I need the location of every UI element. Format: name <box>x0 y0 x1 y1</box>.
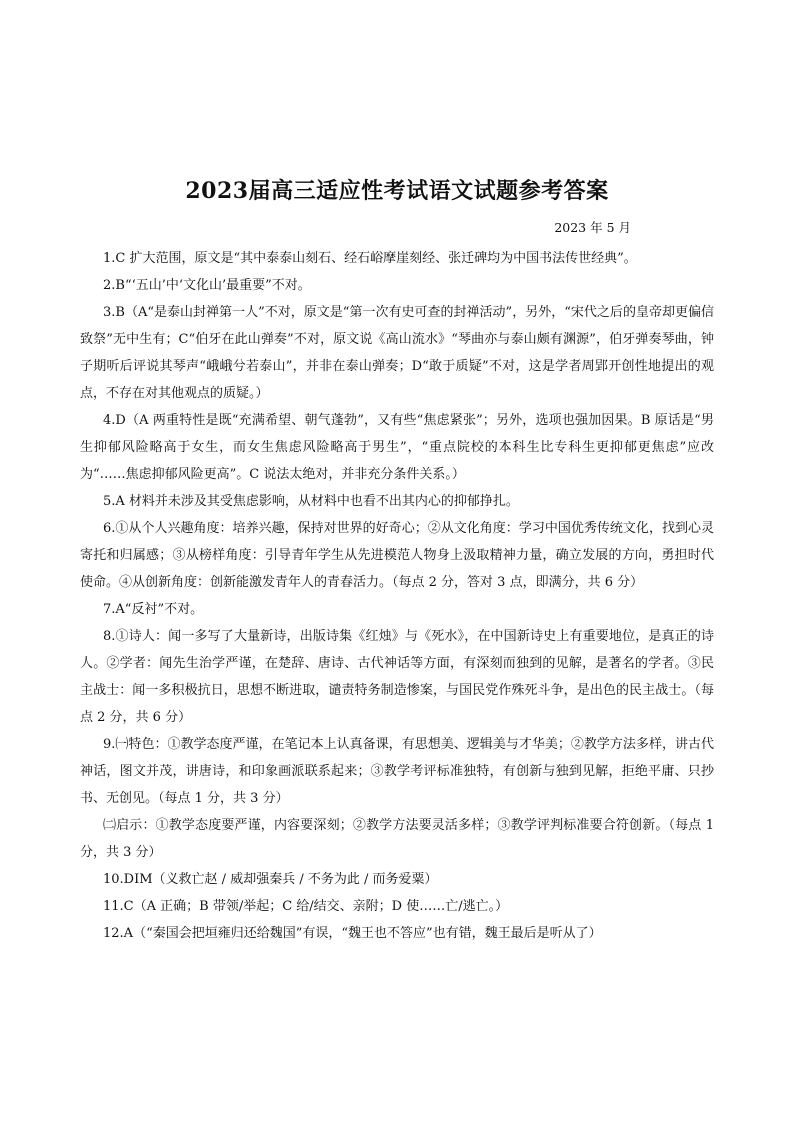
answer-12: 12.A（“秦国会把垣雍归还给魏国”有误，“魏王也不答应”也有错，魏王最后是听从了） <box>103 926 602 941</box>
answer-4: 4.D（A 两重特性是既“充满希望、朝气蓬勃”，又有些“焦虑紧张”；另外，选项也强加因果。B 原话是“男生抑郁风险略高于女生，而女生焦虑风险略高于男生”，“重点院校的本科生比专科生更抑郁更焦虑”应改为“……焦虑抑郁风险更高”。C 说法太绝对，并非充分条件关系。） <box>80 413 714 482</box>
answer-11: 11.C（A 正确；B 带领/举起；C 给/结交、亲附；D 使……亡/逃亡。） <box>103 899 509 914</box>
answer-7: 7.A“反衬”不对。 <box>103 602 204 617</box>
answer-6: 6.①从个人兴趣角度：培养兴趣，保持对世界的好奇心；②从文化角度：学习中国优秀传统文化，找到心灵寄托和归属感；③从榜样角度：引导青年学生从先进模范人物身上汲取精神力量，确立发展的方向，勇担时代使命。④从创新角度：创新能激发青年人的青春活力。（每点 2 分，答对 3 点，即满分，共 6 分） <box>80 521 714 590</box>
answer-2: 2.B“‘五山’中‘文化山’最重要”不对。 <box>103 278 311 293</box>
answer-8: 8.①诗人：闻一多写了大量新诗，出版诗集《红烛》与《死水》，在中国新诗史上有重要地位，是真正的诗人。②学者：闻先生治学严谨，在楚辞、唐诗、古代神话等方面，有深刻而独到的见解，是著名的学者。③民主战士：闻一多积极抗日，思想不断进取，谴责特务制造惨案，与国民党作殊死斗争，是出色的民主战士。（每点 2 分，共 6 分） <box>80 629 714 725</box>
answer-5: 5.A 材料并未涉及其受焦虑影响，从材料中也看不出其内心的抑郁挣扎。 <box>103 494 519 509</box>
answer-9-part2: ㈡启示：①教学态度要严谨，内容要深刻；②教学方法要灵活多样；③教学评判标准要合符创新。（每点 1 分，共 3 分） <box>80 818 714 860</box>
document-date: 2023 年 5 月 <box>554 220 631 235</box>
answer-list <box>80 245 714 947</box>
document-title: 2023届高三适应性考试语文试题参考答案 <box>185 178 609 204</box>
answer-3: 3.B（A“是泰山封禅第一人”不对，原文是“第一次有史可查的封禅活动”，另外，“宋代之后的皇帝却更偏信致祭”无中生有；C“伯牙在此山弹奏”不对，原文说《高山流水》“琴曲亦与泰山颇有渊源”，伯牙弹奏琴曲，钟子期听后评说其琴声“峨峨兮若泰山”，并非在泰山弹奏；D“敢于质疑”不对，这是学者周郢开创性地提出的观点，不存在对其他观点的质疑。） <box>80 305 714 401</box>
answer-10: 10.DIM（义救亡赵 / 威却强秦兵 / 不务为此 / 而务爱粟） <box>103 872 438 887</box>
answer-1: 1.C 扩大范围，原文是“其中泰泰山刻石、经石峪摩崖刻经、张迁碑均为中国书法传世经典”。 <box>103 251 637 266</box>
answer-9-part1: 9.㈠特色：①教学态度严谨，在笔记本上认真备课，有思想美、逻辑美与才华美；②教学方法多样，讲古代神话，图文并茂，讲唐诗，和印象画派联系起来；③教学考评标准独特，有创新与独到见解，拒绝平庸、只抄书、无创见。（每点 1 分，共 3 分） <box>80 737 714 806</box>
